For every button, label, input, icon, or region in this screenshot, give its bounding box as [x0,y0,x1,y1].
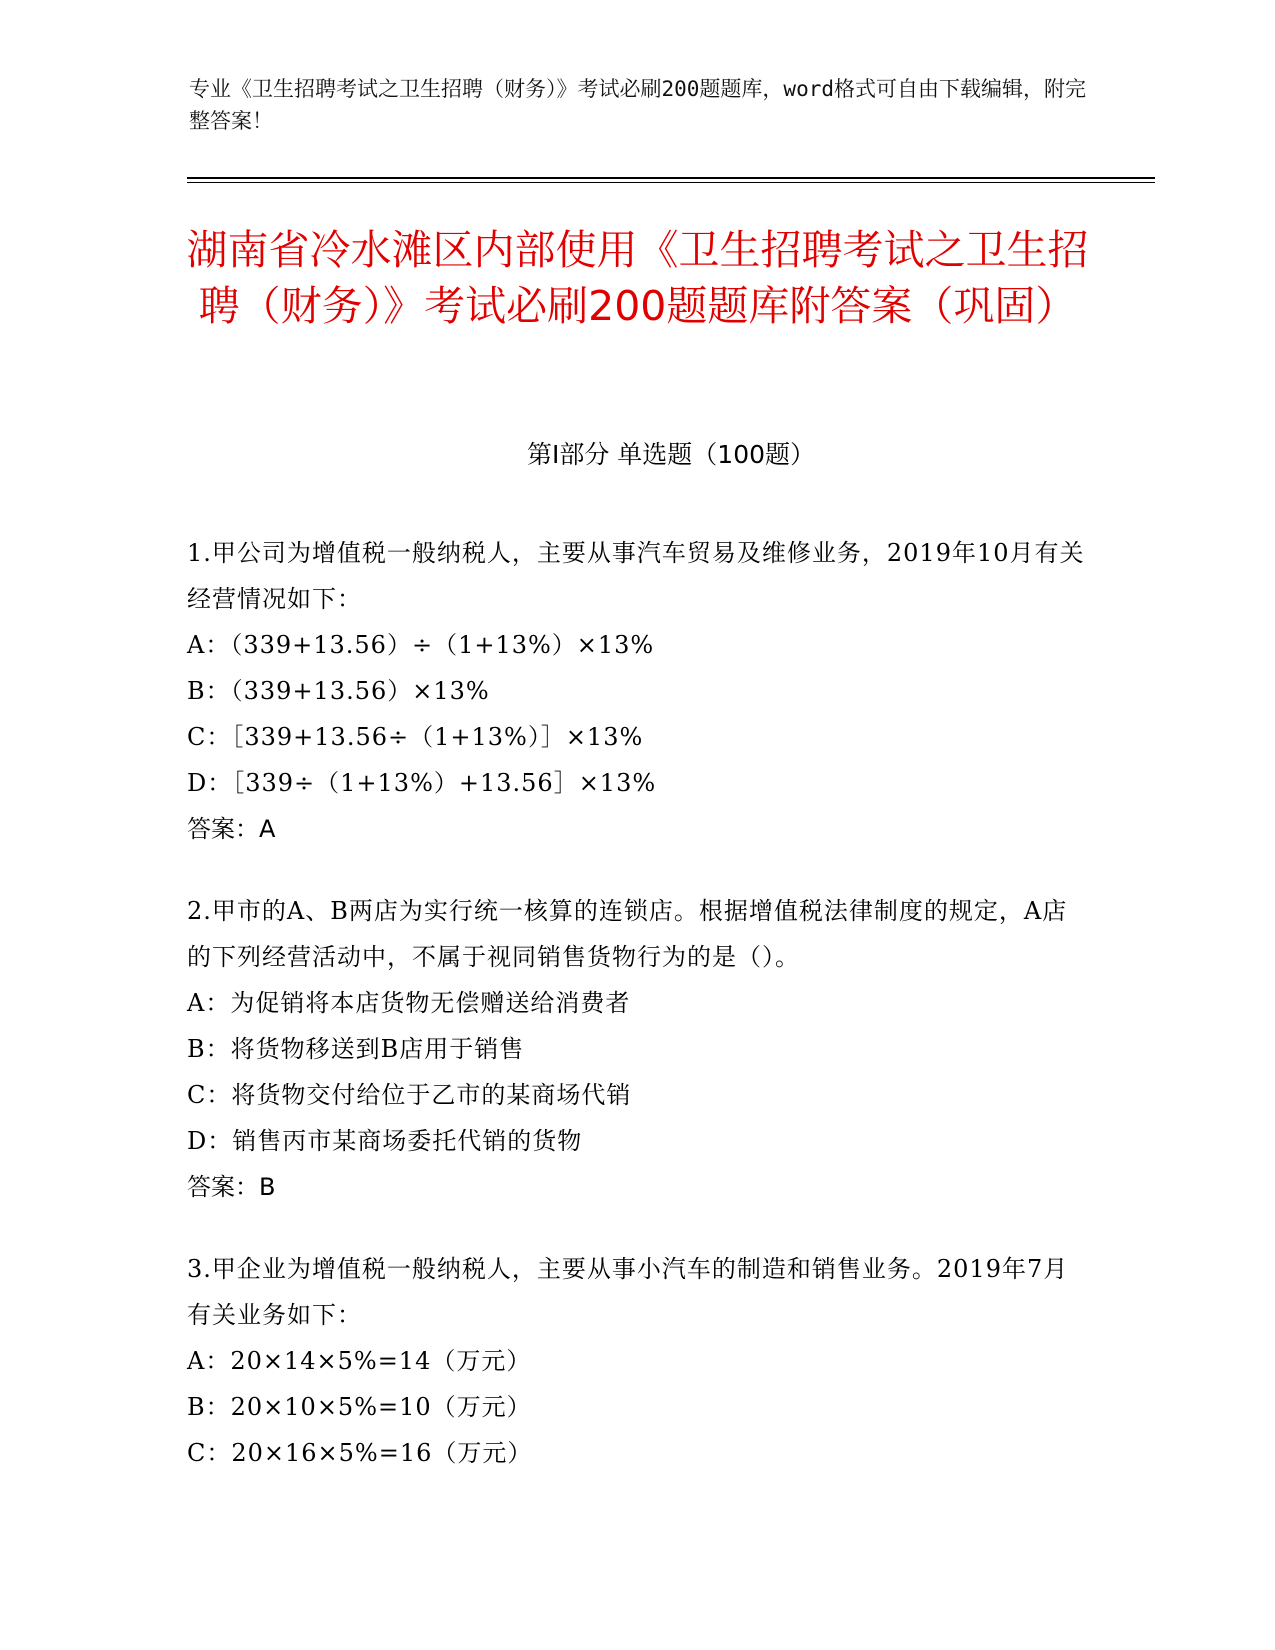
answer-line: 答案：A [187,815,276,843]
answer-line: 答案：B [187,1173,276,1201]
question-3 [187,1246,1087,1476]
header-note: 专业《卫生招聘考试之卫生招聘（财务）》考试必刷200题题库，word格式可自由下载编辑，附完整答案！ [189,77,1086,133]
question-2 [187,888,1087,1210]
question-stem: 3.甲企业为增值税一般纳税人，主要从事小汽车的制造和销售业务。2019年7月有关业务如下： [187,1255,1069,1329]
question-list [187,530,1087,1512]
option-b: B：（339+13.56）×13% [187,677,490,705]
option-a: A：（339+13.56）÷（1+13%）×13% [187,631,655,659]
question-stem: 2.甲市的A、B两店为实行统一核算的连锁店。根据增值税法律制度的规定，A店的下列经营活动中，不属于视同销售货物行为的是（）。 [187,897,1068,971]
section-title: 第I部分 单选题（100题） [526,440,816,469]
option-c: C：将货物交付给位于乙市的某商场代销 [187,1081,632,1109]
option-a: A：20×14×5%=14（万元） [187,1347,532,1375]
option-d: D：销售丙市某商场委托代销的货物 [187,1127,583,1155]
option-b: B：将货物移送到B店用于销售 [187,1035,525,1063]
option-c: C：20×16×5%=16（万元） [187,1439,533,1467]
option-d: D：［339÷（1+13%）+13.56］×13% [187,769,657,797]
question-1 [187,530,1087,852]
option-a: A：为促销将本店货物无偿赠送给消费者 [187,989,631,1017]
header-divider-thin [187,182,1155,183]
option-c: C：［339+13.56÷（1+13%）］×13% [187,723,644,751]
document-title: 湖南省冷水滩区内部使用《卫生招聘考试之卫生招聘（财务）》考试必刷200题题库附答案（巩固） [186,226,1089,330]
question-stem: 1.甲公司为增值税一般纳税人，主要从事汽车贸易及维修业务，2019年10月有关经营情况如下： [187,539,1085,613]
option-b: B：20×10×5%=10（万元） [187,1393,532,1421]
header-divider-thick [187,177,1155,179]
